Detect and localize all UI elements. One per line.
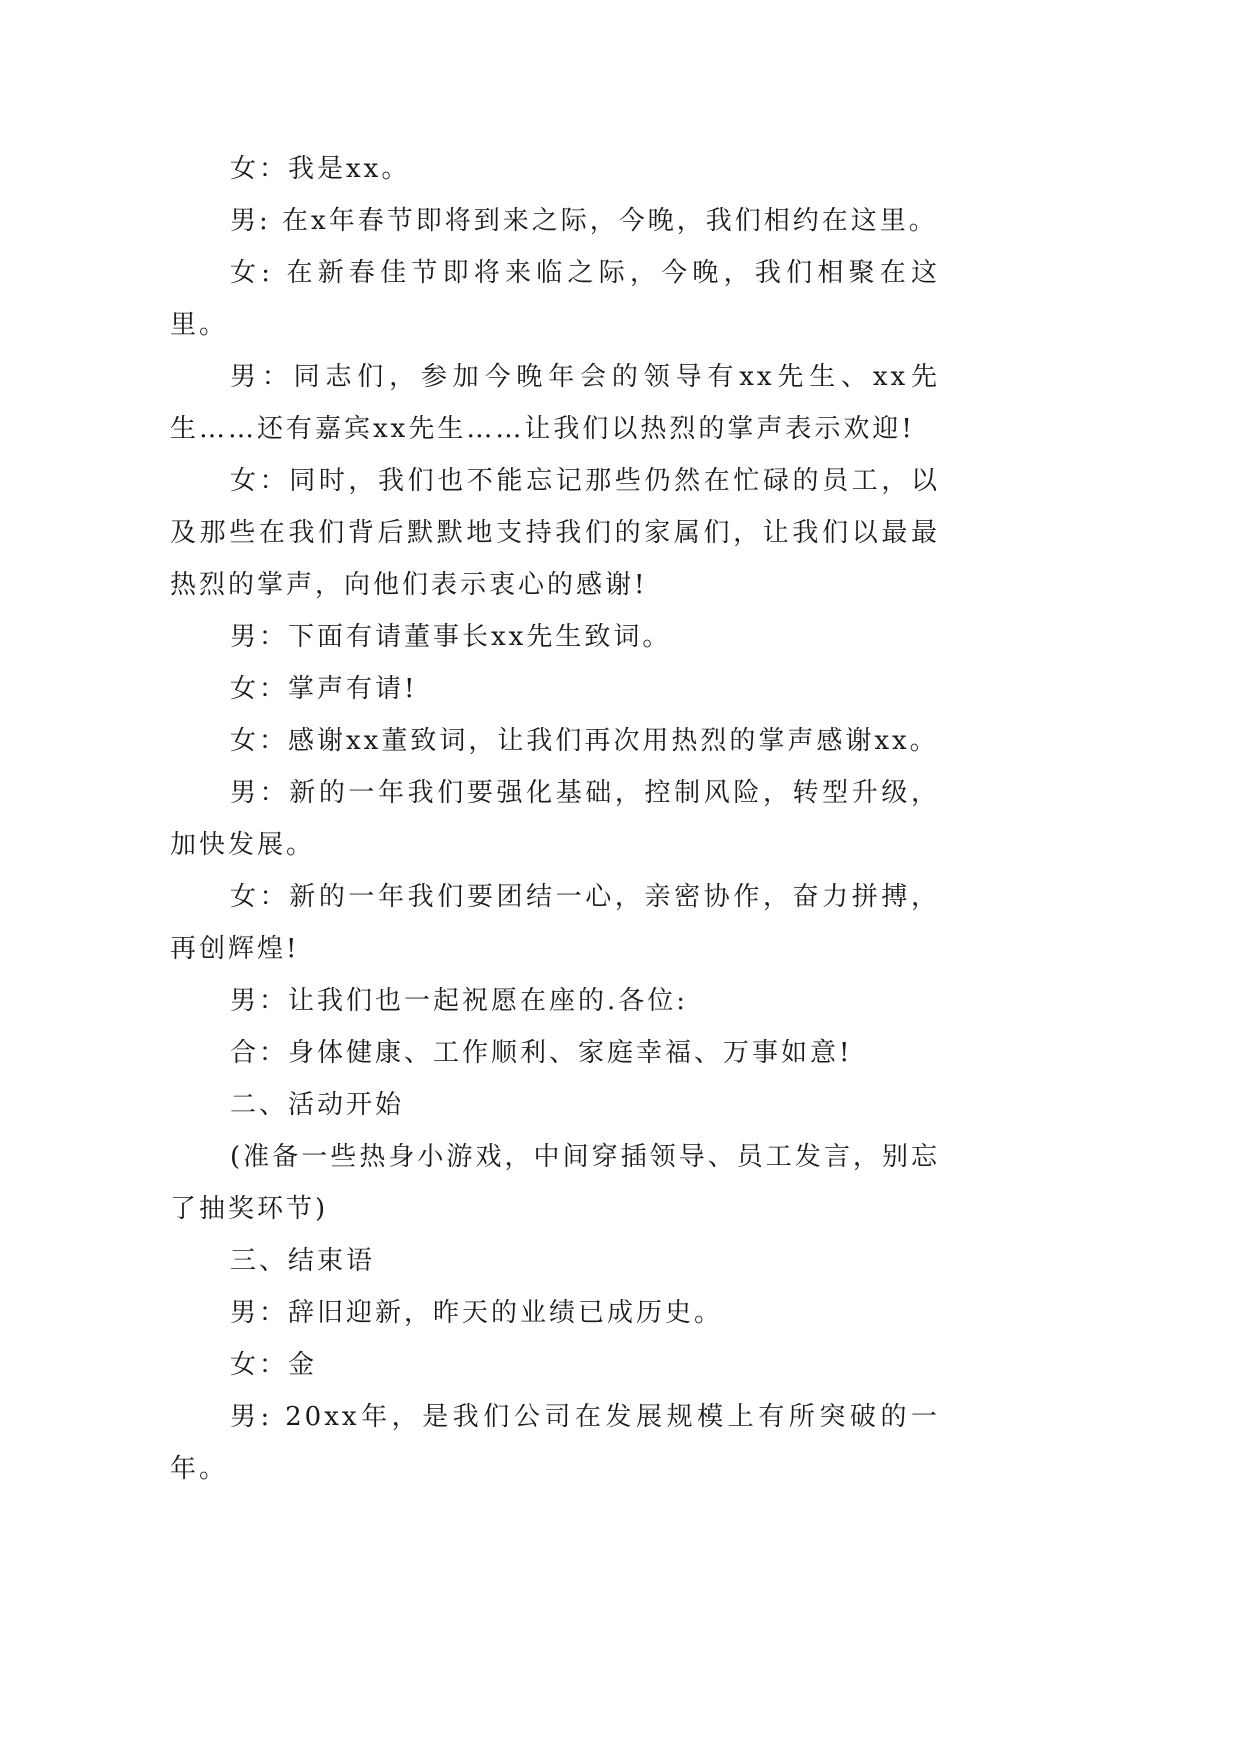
- paragraph-female-new-year: 女: 在新春佳节即将来临之际，今晚，我们相聚在这里。: [170, 258, 940, 340]
- paragraph-female-closing: 女：金: [230, 1350, 318, 1380]
- document-body: [170, 143, 940, 1495]
- paragraph-male-closing: 男：辞旧迎新，昨天的业绩已成历史。: [230, 1298, 724, 1328]
- paragraph-female-thanks-chairman: 女：感谢xx董致词，让我们再次用热烈的掌声感谢xx。: [230, 726, 939, 756]
- paragraph-together-wishes: 合：身体健康、工作顺利、家庭幸福、万事如意!: [230, 1038, 853, 1068]
- paragraph-male-spring-festival: 男: 在x年春节即将到来之际，今晚，我们相约在这里。: [230, 206, 938, 236]
- section-heading-activity-start: 二、活动开始: [230, 1090, 405, 1120]
- paragraph-activity-note: (准备一些热身小游戏，中间穿插领导、员工发言，别忘了抽奖环节): [170, 1142, 940, 1224]
- paragraph-female-applause: 女：掌声有请!: [230, 674, 418, 704]
- paragraph-male-company-year: 男: 20xx年，是我们公司在发展规模上有所突破的一年。: [170, 1402, 940, 1484]
- paragraph-female-new-year-goals: 女：新的一年我们要团结一心，亲密协作，奋力拼搏，再创辉煌!: [170, 882, 940, 964]
- paragraph-male-new-year-goals: 男：新的一年我们要强化基础，控制风险，转型升级，加快发展。: [170, 778, 940, 860]
- section-heading-closing: 三、结束语: [230, 1246, 376, 1276]
- paragraph-male-welcome-leaders: 男：同志们，参加今晚年会的领导有xx先生、xx先生……还有嘉宾xx先生……让我们以热烈的掌声表示欢迎!: [170, 362, 940, 444]
- paragraph-male-wishes: 男：让我们也一起祝愿在座的.各位:: [230, 986, 689, 1016]
- paragraph-female-intro: 女：我是xx。: [230, 154, 411, 184]
- paragraph-female-thank-staff: 女：同时，我们也不能忘记那些仍然在忙碌的员工，以及那些在我们背后默默地支持我们的家属们，让我们以最最热烈的掌声，向他们表示衷心的感谢!: [170, 466, 940, 600]
- paragraph-male-chairman-speech: 男：下面有请董事长xx先生致词。: [230, 622, 672, 652]
